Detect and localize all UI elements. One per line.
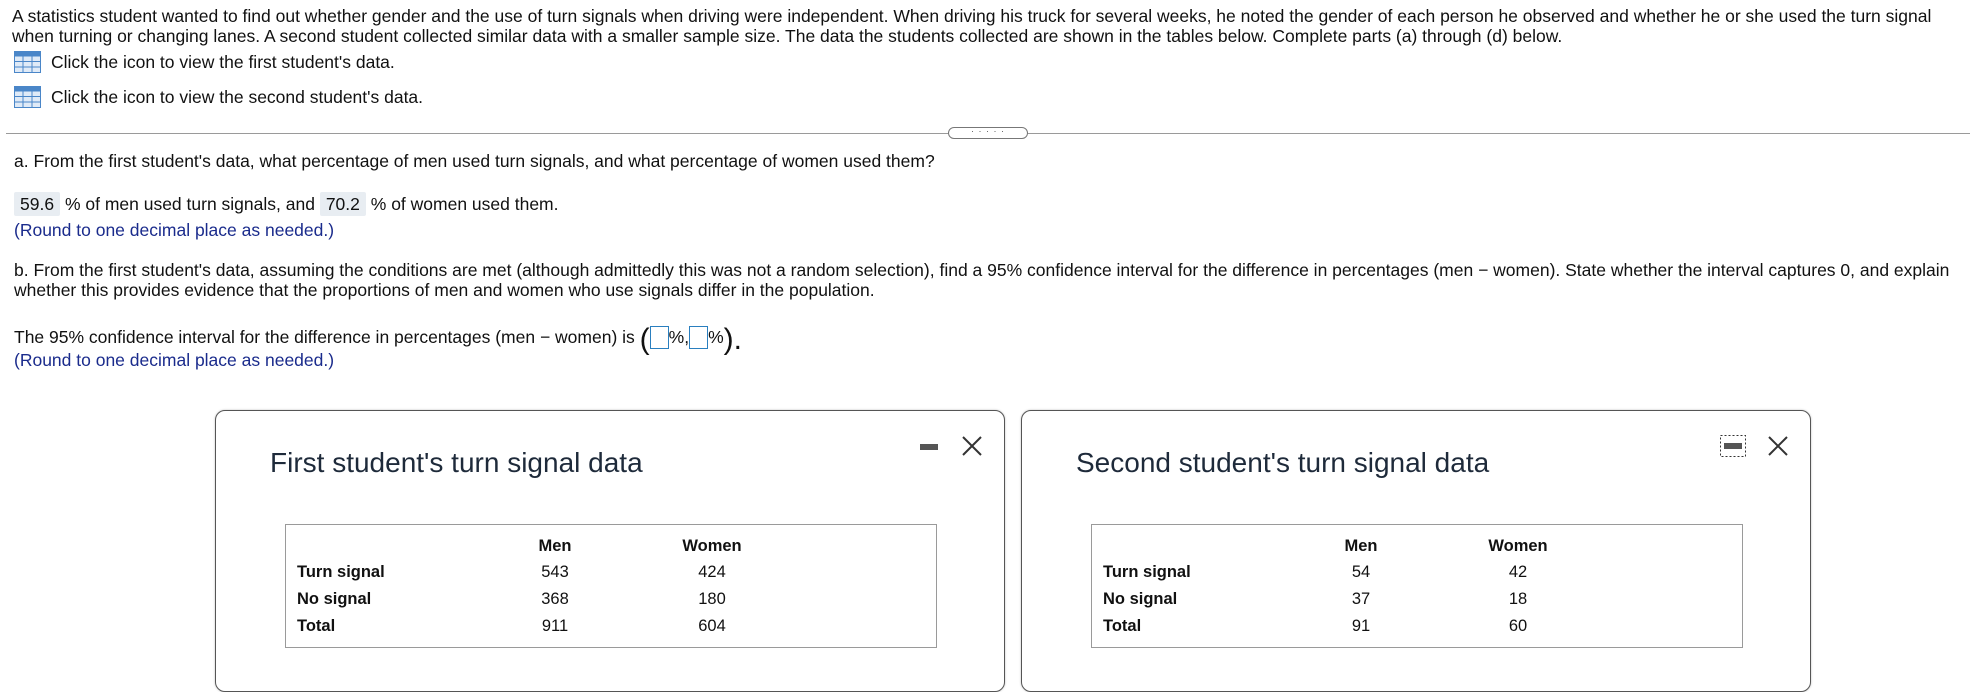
cell-women: 424 bbox=[698, 563, 726, 581]
pct-sign: % bbox=[708, 327, 724, 347]
data-table bbox=[1091, 524, 1743, 648]
table-icon[interactable] bbox=[14, 51, 41, 73]
first-student-link-label[interactable]: Click the icon to view the first student's data. bbox=[51, 51, 395, 72]
cell-women: 60 bbox=[1508, 617, 1528, 635]
part-b-hint: (Round to one decimal place as needed.) bbox=[14, 350, 335, 370]
col-header-men: Men bbox=[538, 537, 572, 555]
men-percentage-answer[interactable]: 59.6 bbox=[14, 192, 60, 216]
panel-title: Second student's turn signal data bbox=[1076, 447, 1490, 478]
part-a-text-end: % of women used them. bbox=[370, 194, 559, 214]
close-icon[interactable] bbox=[1767, 435, 1789, 457]
cell-men: 543 bbox=[541, 563, 569, 581]
cell-men: 368 bbox=[541, 590, 569, 608]
first-student-data-link[interactable] bbox=[14, 51, 395, 73]
row-label: Total bbox=[297, 617, 336, 635]
second-student-data-link[interactable] bbox=[14, 86, 423, 108]
part-b-question: b. From the first student's data, assuming the conditions are met (although admittedly this was not a random selection), find a 95% confidence interval for the difference in percentages (men − women). State whether the interval captures 0, and explain whether this provides evidence that the proportions of men and women who use signals differ in the population. bbox=[14, 260, 1950, 300]
pct-comma: %, bbox=[668, 327, 690, 347]
ci-upper-input[interactable] bbox=[689, 326, 708, 349]
problem-statement: A statistics student wanted to find out whether gender and the use of turn signals when driving were independent. When driving his truck for several weeks, he noted the gender of each person he observed and whether he or she used the turn signal when turning or changing lanes. A second student collected similar data with a smaller sample size. The data the students collected are shown in the tables below. Complete parts (a) through (d) below. bbox=[12, 6, 1932, 46]
minimize-icon[interactable] bbox=[1720, 435, 1746, 457]
row-label: Turn signal bbox=[1103, 563, 1191, 581]
women-percentage-answer[interactable]: 70.2 bbox=[320, 192, 366, 216]
cell-women: 180 bbox=[698, 590, 726, 608]
first-student-data-panel bbox=[215, 410, 1005, 692]
open-paren: ( bbox=[639, 323, 650, 356]
panel-title: First student's turn signal data bbox=[270, 447, 643, 478]
row-label: Total bbox=[1103, 617, 1142, 635]
part-a-text-mid: % of men used turn signals, and bbox=[64, 194, 315, 214]
close-paren: ). bbox=[723, 323, 742, 356]
cell-men: 37 bbox=[1351, 590, 1371, 608]
row-label: Turn signal bbox=[297, 563, 385, 581]
divider-handle[interactable]: · · · · · bbox=[948, 127, 1028, 139]
part-a-answer-line bbox=[14, 194, 559, 214]
part-b-answer-line bbox=[14, 323, 742, 356]
col-header-women: Women bbox=[1488, 537, 1548, 555]
part-a-hint: (Round to one decimal place as needed.) bbox=[14, 220, 335, 240]
cell-women: 604 bbox=[698, 617, 726, 635]
data-table bbox=[285, 524, 937, 648]
table-icon[interactable] bbox=[14, 86, 41, 108]
cell-women: 42 bbox=[1508, 563, 1528, 581]
ci-lower-input[interactable] bbox=[650, 326, 669, 349]
minimize-icon[interactable] bbox=[920, 443, 938, 451]
cell-men: 54 bbox=[1351, 563, 1371, 581]
part-b-answer-prefix: The 95% confidence interval for the difference in percentages (men − women) is bbox=[14, 327, 635, 347]
second-student-link-label[interactable]: Click the icon to view the second student's data. bbox=[51, 86, 424, 107]
col-header-men: Men bbox=[1344, 537, 1378, 555]
col-header-women: Women bbox=[682, 537, 742, 555]
cell-women: 18 bbox=[1508, 590, 1528, 608]
second-student-data-panel bbox=[1021, 410, 1811, 692]
row-label: No signal bbox=[1103, 590, 1178, 608]
cell-men: 911 bbox=[541, 617, 569, 635]
row-label: No signal bbox=[297, 590, 372, 608]
close-icon[interactable] bbox=[961, 435, 983, 457]
part-a-question: a. From the first student's data, what percentage of men used turn signals, and what percentage of women used them? bbox=[14, 151, 935, 171]
cell-men: 91 bbox=[1351, 617, 1371, 635]
